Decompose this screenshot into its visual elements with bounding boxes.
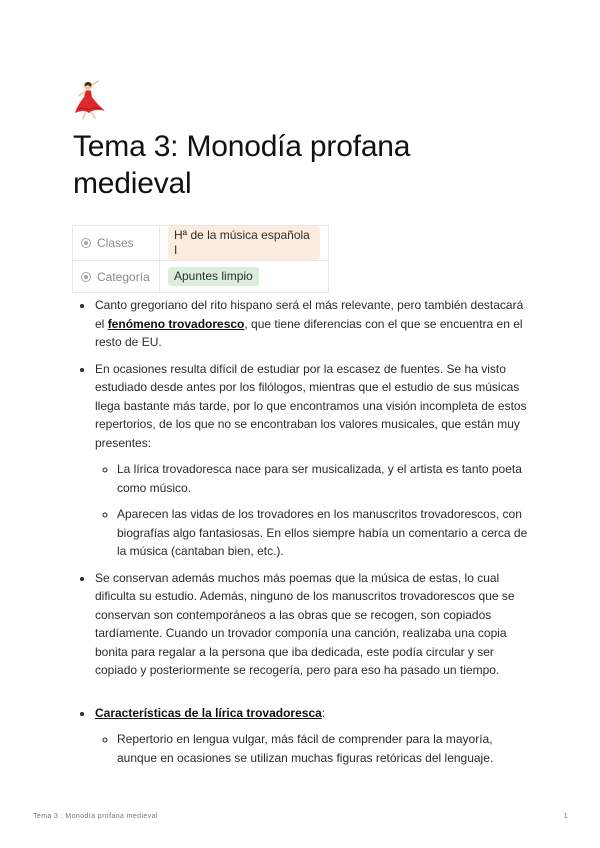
section-heading: Características de la lírica trovadoresca: [95, 705, 322, 720]
page-number: 1: [563, 813, 568, 820]
bold-underlined-term: fenómeno trovadoresco: [107, 316, 245, 331]
categoria-tag[interactable]: Apuntes limpio: [168, 267, 259, 286]
property-name: Categoría: [97, 269, 150, 284]
bullet-list: [80, 296, 530, 767]
list-item: • Canto gregoriano del rito hispano será el más relevante, pero también destacará el fenómeno trovadoresco, que tiene diferencias con el que se encuentra en el resto de EU.: [94, 296, 530, 352]
dancer-emoji-icon: [72, 80, 108, 120]
list-item: • En ocasiones resulta difícil de estudiar por la escasez de fuentes. Se ha visto estudiado desde antes por los filólogos, mientras que el estudio de sus músicas llega bastante más tarde, por lo que encontramos una visión incompleta de estos repertorios, de los que no se encontraban los valores musicales, que están muy presentes: ◦ La lírica trovadoresca nace para ser musicalizada, y el artista es tanto poeta como músico. ◦ Aparecen las vidas de los trovadores en los manuscritos trovadorescos, con biografías algo fantasiosas. En ellos siempre había un comentario a cerca de la música (cantaban bien, etc.).: [94, 360, 530, 561]
list-item: ◦ La lírica trovadoresca nace para ser musicalizada, y el artista es tanto poeta como músico.: [117, 460, 530, 497]
page-title: Tema 3: Monodía profana medieval: [73, 130, 411, 200]
clases-tag[interactable]: Hª de la música española I: [168, 226, 320, 260]
properties-table: [72, 225, 329, 293]
property-row-categoria: [73, 261, 329, 293]
property-row-clases: [73, 226, 329, 261]
property-type-icon: [81, 272, 91, 282]
list-item: ◦ Aparecen las vidas de los trovadores en los manuscritos trovadorescos, con biografías algo fantasiosas. En ellos siempre había un comentario a cerca de la música (cantaban bien, etc.).: [117, 505, 530, 561]
list-item: • Se conservan además muchos más poemas que la música de estas, lo cual dificulta su estudio. Además, ninguno de los manuscritos trovadorescos que se conservan son contemporáneos a las obras que se recogen, son copiados tardíamente. Cuando un trovador componía una canción, realizaba una copia bonita para regalar a la persona que iba dedicada, este podía circular y ser copiado y posteriormente se recogería, pero para eso ha pasado un tiempo.: [94, 569, 530, 680]
page-content: [80, 296, 530, 775]
nested-list: [95, 460, 530, 561]
list-item: • Características de la lírica trovadoresca: ◦ Repertorio en lengua vulgar, más fácil de comprender para la mayoría, aunque en ocasiones se utilizan muchas figuras retóricas del lenguaje.: [94, 704, 530, 768]
page-footer: [33, 813, 568, 820]
property-name: Clases: [97, 236, 134, 250]
footer-title: Tema 3 : Monodía profana medieval: [33, 813, 158, 820]
nested-list: [95, 730, 530, 767]
list-item: ◦ Repertorio en lengua vulgar, más fácil de comprender para la mayoría, aunque en ocasiones se utilizan muchas figuras retóricas del lenguaje.: [117, 730, 530, 767]
property-type-icon: [81, 238, 91, 248]
